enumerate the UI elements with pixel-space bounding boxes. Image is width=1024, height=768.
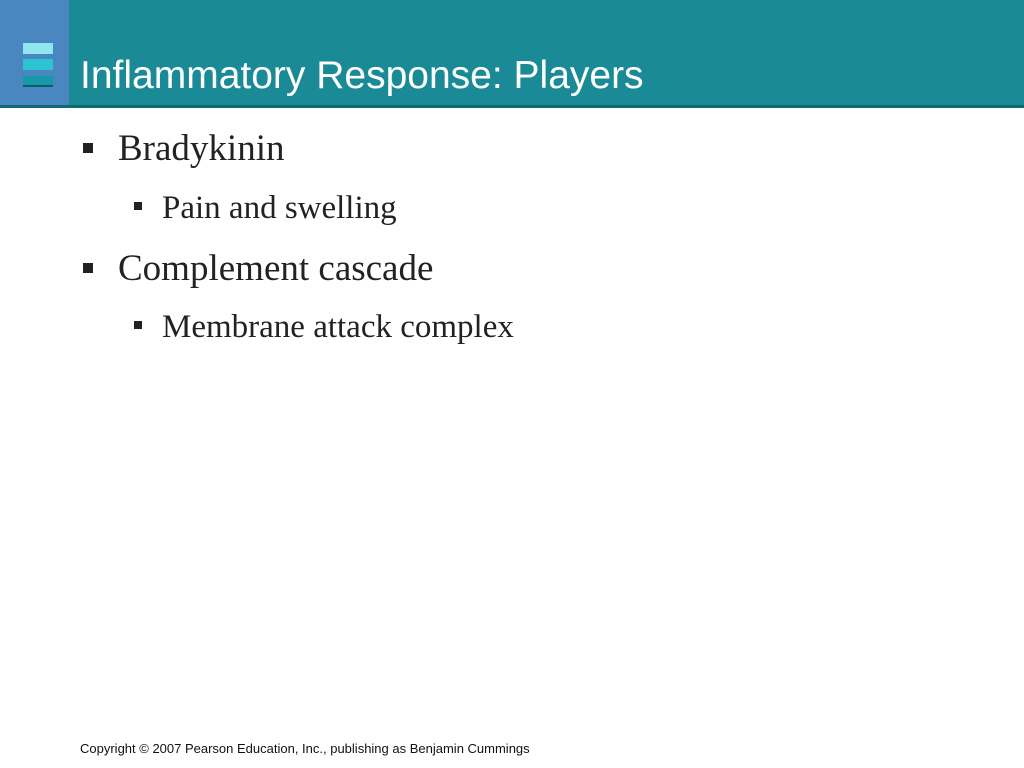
bullet-text: Membrane attack complex xyxy=(162,309,514,345)
copyright-footer: Copyright © 2007 Pearson Education, Inc., publishing as Benjamin Cummings xyxy=(80,741,530,756)
logo-stripe-top xyxy=(23,43,53,54)
header-divider xyxy=(0,105,1024,108)
bullet-text: Bradykinin xyxy=(118,128,285,169)
square-bullet-icon xyxy=(134,202,142,210)
stacked-stripes-logo-icon xyxy=(0,0,69,105)
logo-stripe-bottom xyxy=(23,76,53,87)
bullet-item-level-2 xyxy=(162,308,514,346)
bullet-text: Complement cascade xyxy=(118,248,434,289)
square-bullet-icon xyxy=(83,143,93,153)
logo-stripe-middle xyxy=(23,59,53,70)
bullet-item-level-2 xyxy=(162,189,397,227)
bullet-item-level-1 xyxy=(118,128,284,170)
slide-title: Inflammatory Response: Players xyxy=(80,54,644,97)
square-bullet-icon xyxy=(83,263,93,273)
bullet-text: Pain and swelling xyxy=(162,190,397,226)
square-bullet-icon xyxy=(134,321,142,329)
bullet-item-level-1 xyxy=(118,248,433,290)
